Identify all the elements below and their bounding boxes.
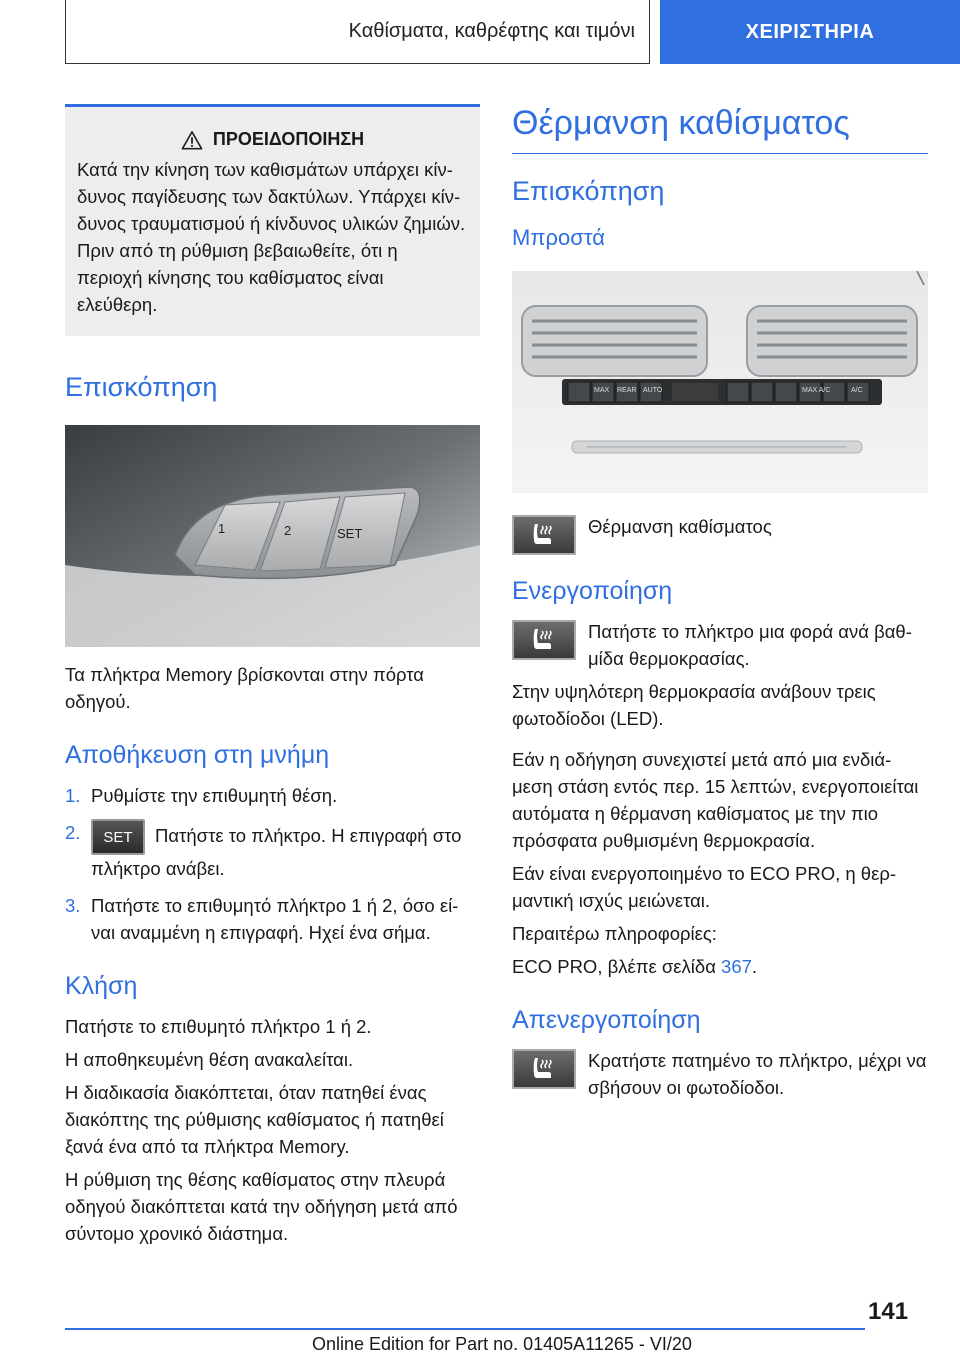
panel-label-max: MAX <box>594 387 610 394</box>
activate-paragraph: Εάν είναι ενεργοποιημένο το ECO PRO, η θερ-μαντική ισχύς μειώνεται. <box>512 863 897 911</box>
step-number: 3. <box>65 895 81 916</box>
activate-paragraph: Εάν η οδήγηση συνεχιστεί μετά από μια ενδιά-μεση στάση εντός περ. 15 λεπτών, ενεργοποιείται αυτόματα η θέρμανση καθίσματος με την πιο πρόσφατα ρυθμισμένη θερμοκρασία. <box>512 749 919 851</box>
right-column <box>512 104 928 1107</box>
eco-pro-page-link[interactable]: 367 <box>721 956 752 977</box>
memory-caption: Τα πλήκτρα Memory βρίσκονται στην πόρτα οδηγού. <box>65 664 424 712</box>
memory-button-set: SET <box>337 526 363 541</box>
memory-button-1: 1 <box>218 521 226 536</box>
store-heading: Αποθήκευση στη μνήμη <box>65 741 330 769</box>
left-column <box>65 104 480 1253</box>
memory-button-2: 2 <box>284 523 292 538</box>
panel-label-max-ac: MAX A/C <box>802 387 831 394</box>
set-button-icon: SET <box>91 819 145 855</box>
activate-text: Πατήστε το πλήκτρο μια φορά ανά βαθ-μίδα θερμοκρασίας. <box>588 621 912 669</box>
memory-buttons-photo <box>65 425 480 647</box>
deactivate-row <box>512 1047 928 1101</box>
step-3 <box>65 892 480 946</box>
seat-heating-button-icon <box>512 515 576 555</box>
page-number: 141 <box>868 1298 909 1325</box>
step-text: Ρυθμίστε την επιθυμητή θέση. <box>91 785 338 806</box>
deactivate-text: Κρατήστε πατημένο το πλήκτρο, μέχρι να σβήσουν οι φωτοδίοδοι. <box>588 1050 927 1098</box>
seat-heating-button-icon <box>512 1049 576 1089</box>
seat-heating-heading: Θέρμανση καθίσματος <box>512 104 928 154</box>
step-number: 1. <box>65 785 81 806</box>
recall-paragraph: Η αποθηκευμένη θέση ανακαλείται. <box>65 1049 354 1070</box>
step-2 <box>65 819 480 882</box>
seat-heating-icon <box>529 1054 559 1084</box>
activate-heading: Ενεργοποίηση <box>512 577 673 605</box>
eco-pro-reference <box>512 953 928 980</box>
warning-text: Κατά την κίνηση των καθισμάτων υπάρχει κίν-δυνος παγίδευσης των δακτύλων. Υπάρχει κίν-δυνος τραυματισμού ή κίνδυνος υλικών ζημιών. Πριν από τη ρύθμιση βεβαιωθείτε, ότι η περιοχή κίνησης του καθίσματος είναι ελεύθερη. <box>77 159 466 315</box>
deactivate-heading: Απενεργοποίηση <box>512 1006 701 1034</box>
seat-heating-caption: Θέρμανση καθίσματος <box>588 516 772 537</box>
recall-heading: Κλήση <box>65 972 138 1000</box>
recall-paragraph: Η ρύθμιση της θέσης καθίσματος στην πλευρά οδηγού διακόπτεται κατά την οδήγηση μετά από σύντομο χρονικό διάστημα. <box>65 1169 458 1244</box>
warning-title: ΠΡΟΕΙΔΟΠΟΙΗΣΗ <box>212 129 365 149</box>
climate-panel-photo <box>512 271 928 493</box>
panel-label-ac: A/C <box>851 387 863 394</box>
seat-heating-button-icon <box>512 620 576 660</box>
recall-paragraph: Η διαδικασία διακόπτεται, όταν πατηθεί ένας διακόπτης της ρύθμισης καθίσματος ή πατηθεί ξανά ένα από τα πλήκτρα Memory. <box>65 1082 444 1157</box>
seat-heating-caption-row <box>512 513 928 555</box>
eco-ref-suffix: . <box>751 956 758 977</box>
overview-heading-right: Επισκόπηση <box>512 176 665 206</box>
seat-heating-icon <box>529 520 559 550</box>
warning-title-row <box>77 129 468 150</box>
chapter-title: ΧΕΙΡΙΣΤΗΡΙΑ <box>745 20 875 43</box>
step-1 <box>65 782 480 809</box>
step-text: Πατήστε το πλήκτρο. Η επιγραφή στο πλήκτρο ανάβει. <box>91 824 462 879</box>
step-text: Πατήστε το επιθυμητό πλήκτρο 1 ή 2, όσο εί-ναι αναμμένη η επιγραφή. Ηχεί ένα σήμα. <box>91 895 459 943</box>
eco-ref-prefix: ECO PRO, βλέπε σελίδα <box>512 956 722 977</box>
activate-paragraph: Στην υψηλότερη θερμοκρασία ανάβουν τρεις φωτοδίοδοι (LED). <box>512 681 876 729</box>
front-heading: Μπροστά <box>512 225 605 250</box>
step-number: 2. <box>65 822 81 843</box>
footer-divider <box>65 1328 865 1330</box>
header-section-title <box>65 0 650 64</box>
activate-paragraph: Περαιτέρω πληροφορίες: <box>512 923 717 944</box>
store-steps <box>65 782 480 946</box>
footer-edition: Online Edition for Part no. 01405A11265 - VI/20 <box>312 1334 692 1354</box>
warning-box <box>65 104 480 336</box>
recall-paragraph: Πατήστε το επιθυμητό πλήκτρο 1 ή 2. <box>65 1016 372 1037</box>
activate-row <box>512 618 928 672</box>
step-text-wrap <box>91 819 480 882</box>
panel-label-rear: REAR <box>617 387 637 394</box>
panel-label-auto: AUTO <box>643 387 663 394</box>
header-chapter-tab[interactable] <box>660 0 960 64</box>
warning-triangle-icon <box>181 130 203 150</box>
overview-heading-left: Επισκόπηση <box>65 372 218 402</box>
seat-heating-icon <box>529 625 559 655</box>
section-title: Καθίσματα, καθρέφτης και τιμόνι <box>348 20 635 42</box>
